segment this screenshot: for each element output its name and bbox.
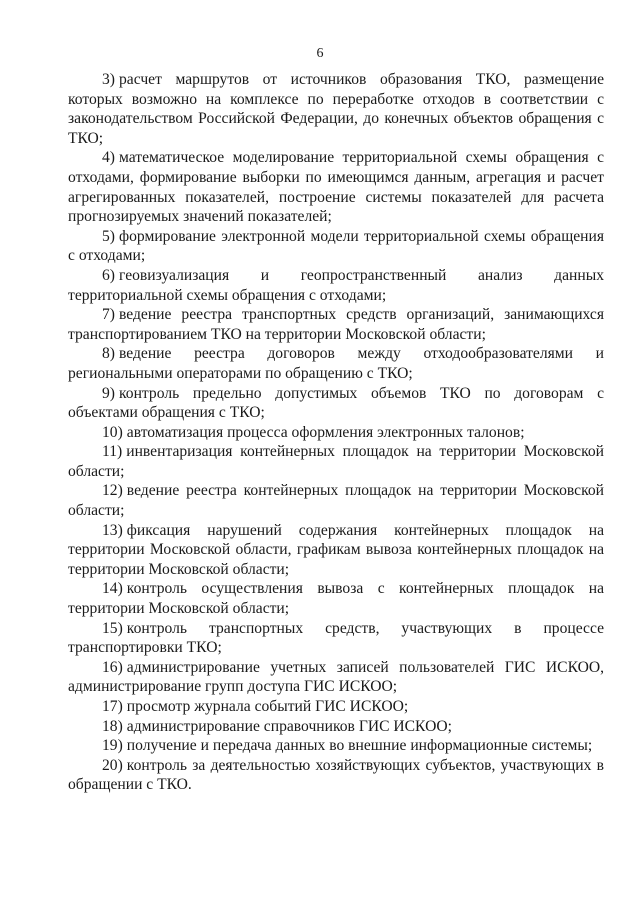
list-item xyxy=(68,697,604,717)
item-number: 13) xyxy=(102,521,123,539)
list-item xyxy=(68,442,604,481)
list-item xyxy=(68,344,604,383)
item-number: 9) xyxy=(102,384,115,402)
item-number: 15) xyxy=(102,619,123,637)
item-text: контроль транспортных средств, участвующих в процессе транспортировки ТКО; xyxy=(68,619,604,657)
item-text: ведение реестра контейнерных площадок на территории Московской области; xyxy=(68,482,604,520)
item-number: 11) xyxy=(102,443,123,461)
list-item xyxy=(68,423,604,443)
item-number: 19) xyxy=(102,737,123,755)
item-number: 10) xyxy=(102,423,123,441)
item-text: автоматизация процесса оформления электронных талонов; xyxy=(126,423,525,441)
item-text: инвентаризация контейнерных площадок на территории Московской области; xyxy=(68,443,604,480)
item-number: 18) xyxy=(102,717,123,735)
item-number: 17) xyxy=(102,698,123,715)
item-number: 20) xyxy=(102,756,123,774)
list-item xyxy=(68,717,604,737)
item-text: формирование электронной модели территориальной схемы обращения с отходами; xyxy=(68,227,604,265)
list-item xyxy=(68,148,604,226)
item-number: 7) xyxy=(102,306,115,324)
list-item xyxy=(68,619,604,658)
item-number: 4) xyxy=(102,149,115,167)
list-item xyxy=(68,521,604,580)
list-item xyxy=(68,227,604,266)
item-text: ведение реестра договоров между отходообразователями и региональными операторами по обращению с ТКО; xyxy=(68,345,604,382)
item-number: 3) xyxy=(102,71,115,88)
item-text: расчет маршрутов от источников образования ТКО, размещение которых возможно на комплексе по переработке отходов в соответствии с законодательством Российской Федерации, до конечных объектов обращения с ТКО; xyxy=(68,71,604,147)
item-number: 6) xyxy=(102,266,115,284)
item-text: получение и передача данных во внешние информационные системы; xyxy=(126,737,593,755)
list-item xyxy=(68,481,604,520)
item-text: ведение реестра транспортных средств организаций, занимающихся транспортированием ТКО на территории Московской области; xyxy=(68,306,604,343)
list-item xyxy=(68,384,604,423)
item-number: 12) xyxy=(102,482,123,500)
item-number: 14) xyxy=(102,580,123,598)
item-number: 8) xyxy=(102,345,115,363)
list-item xyxy=(68,756,604,795)
item-text: контроль предельно допустимых объемов ТКО по договорам с объектами обращения с ТКО; xyxy=(68,384,604,422)
document-body xyxy=(68,70,604,795)
item-text: геовизуализация и геопространственный анализ данных территориальной схемы обращения с отходами; xyxy=(68,266,604,304)
item-text: контроль за деятельностью хозяйствующих субъектов, участвующих в обращении с ТКО. xyxy=(68,756,604,794)
list-item xyxy=(68,579,604,618)
item-number: 5) xyxy=(102,227,115,245)
item-text: администрирование учетных записей пользователей ГИС ИСКОО, администрирование групп доступа ГИС ИСКОО; xyxy=(68,658,604,696)
page-number: 6 xyxy=(316,46,324,61)
item-text: администрирование справочников ГИС ИСКОО; xyxy=(126,717,452,735)
list-item xyxy=(68,70,604,148)
item-text: фиксация нарушений содержания контейнерных площадок на территории Московской области, графикам вывоза контейнерных площадок на территории Московской области; xyxy=(68,521,604,578)
item-text: математическое моделирование территориальной схемы обращения с отходами, формирование выборки по имеющимся данным, агрегация и расчет агрегированных показателей, построение системы показателей для расчета прогнозируемых значений показателей; xyxy=(68,149,604,226)
list-item xyxy=(68,658,604,697)
item-number: 16) xyxy=(102,658,123,676)
item-text: контроль осуществления вывоза с контейнерных площадок на территории Московской области; xyxy=(68,580,604,618)
list-item xyxy=(68,266,604,305)
item-text: просмотр журнала событий ГИС ИСКОО; xyxy=(126,698,409,715)
list-item xyxy=(68,736,604,756)
list-item xyxy=(68,305,604,344)
